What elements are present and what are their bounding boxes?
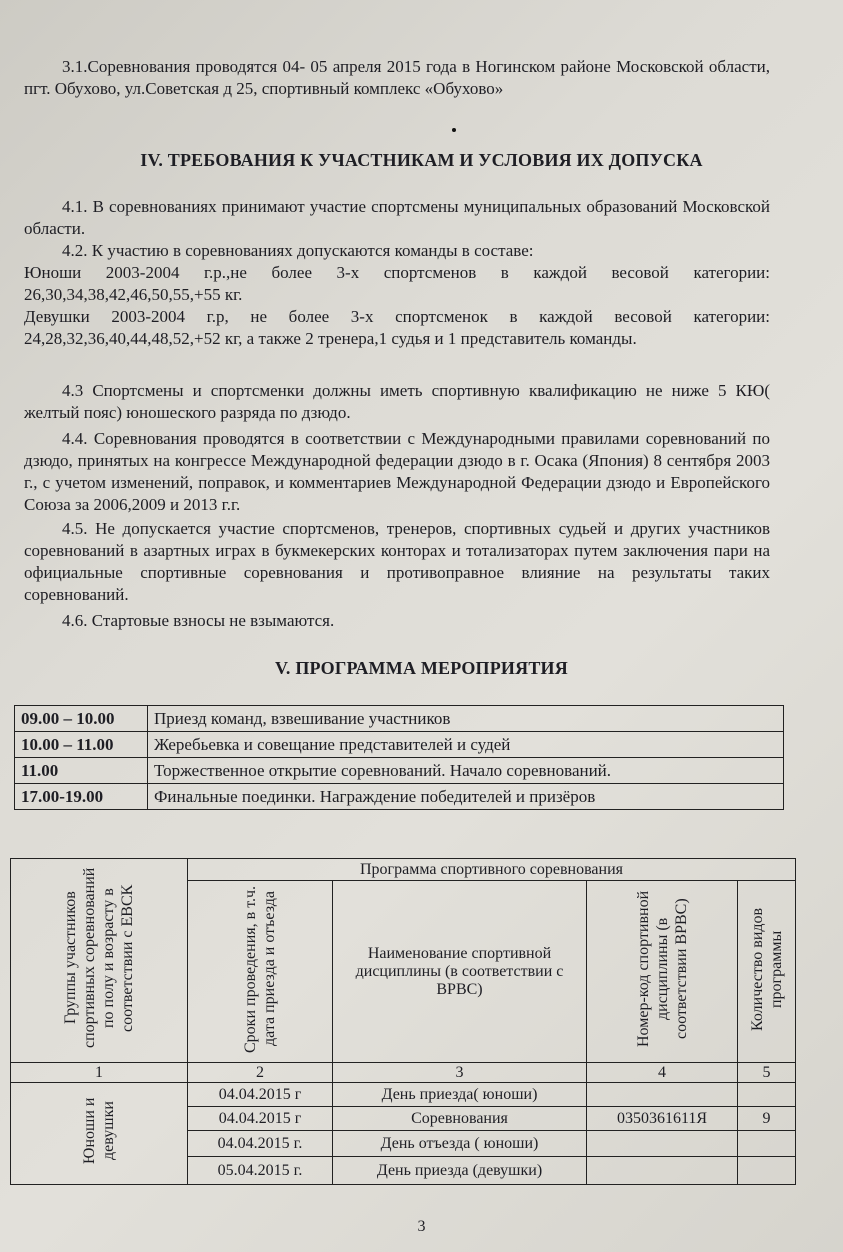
schedule-row [15,784,784,810]
schedule-time: 10.00 – 11.00 [15,732,148,758]
schedule-table [14,705,784,810]
paragraph-4-2-boys: Юноши 2003-2004 г.р.,не более 3-х спортсменов в каждой весовой категории: 26,30,34,38,42,46,50,55,+55 кг. [24,263,770,304]
col4-header: Номер-код спортивной дисциплины (в соответствии ВРВС) [634,890,690,1048]
program-table [10,858,796,1185]
row-count [738,1157,796,1185]
paragraph-4-4: 4.4. Соревнования проводятся в соответствии с Международными правилами соревнований по дзюдо, принятых на конгрессе Международной федерации дзюдо в г. Осака (Япония) 8 сентября 2003 г., с учетом изменений, поправок, и комментариев Международной Федерации дзюдо и Европейского Союза за 2006,2009 и 2013 г.г. [24,429,770,514]
col5-header: Количество видов программы [748,907,785,1031]
col1-header-cell [11,859,188,1063]
column-numbers-row [11,1063,796,1083]
column-number: 3 [333,1063,587,1083]
schedule-row [15,758,784,784]
row-count: 9 [738,1107,796,1131]
row-date: 04.04.2015 г [188,1107,333,1131]
schedule-event: Приезд команд, взвешивание участников [148,706,784,732]
row-name: День приезда (девушки) [333,1157,587,1185]
row-code: 0350361611Я [587,1107,738,1131]
group-label: Юноши и девушки [81,1097,117,1165]
column-number: 4 [587,1063,738,1083]
paragraph-4-5: 4.5. Не допускается участие спортсменов, тренеров, спортивных судьей и других участников соревнований в азартных играх в букмекерских конторах и тотализаторах путем заключения пари на официальные спортивные соревнования и противоправное влияние на результаты таких соревнований. [24,519,770,604]
group-label-cell [11,1083,188,1185]
paragraph-4-6: 4.6. Стартовые взносы не взымаются. [62,611,335,630]
paragraph-4-2-girls: Девушки 2003-2004 г.р, не более 3-х спортсменок в каждой весовой категории: 24,28,32,36,40,44,48,52,+52 кг, а также 2 тренера,1 судья и 1 представитель команды. [24,307,770,348]
paragraph-4-3: 4.3 Спортсмены и спортсменки должны иметь спортивную квалификацию не ниже 5 КЮ( желтый пояс) юношеского разряда по дзюдо. [24,381,770,422]
row-name: Соревнования [333,1107,587,1131]
paragraph-3-1: 3.1.Соревнования проводятся 04- 05 апреля 2015 года в Ногинском районе Московской области, пгт. Обухово, ул.Советская д 25, спортивный комплекс «Обухово» [24,57,770,98]
column-number: 1 [11,1063,188,1083]
table-row [11,1083,796,1107]
col2-header: Сроки проведения, в т.ч. дата приезда и отъезда [242,885,278,1053]
row-date: 04.04.2015 г. [188,1131,333,1157]
col5-header-cell [738,881,796,1063]
row-name: День отъезда ( юноши) [333,1131,587,1157]
schedule-row [15,732,784,758]
paragraph-4-1: 4.1. В соревнованиях принимают участие спортсмены муниципальных образований Московской области. [24,197,770,238]
ink-dot [452,128,456,132]
page-number: 3 [417,1218,426,1235]
col2-header-cell [188,881,333,1063]
schedule-time: 11.00 [15,758,148,784]
col4-header-cell [587,881,738,1063]
row-date: 04.04.2015 г [188,1083,333,1107]
row-code [587,1083,738,1107]
column-number: 2 [188,1063,333,1083]
program-group-header: Программа спортивного соревнования [188,859,796,881]
row-code [587,1157,738,1185]
col3-header: Наименование спортивной дисциплины (в соответствии с ВРВС) [333,881,587,1063]
paragraph-4-2: 4.2. К участию в соревнованиях допускаются команды в составе: [62,241,534,260]
schedule-event: Финальные поединки. Награждение победителей и призёров [148,784,784,810]
schedule-event: Торжественное открытие соревнований. Начало соревнований. [148,758,784,784]
row-code [587,1131,738,1157]
row-count [738,1131,796,1157]
section-4-title: IV. ТРЕБОВАНИЯ К УЧАСТНИКАМ И УСЛОВИЯ ИХ ДОПУСКА [140,150,703,170]
row-date: 05.04.2015 г. [188,1157,333,1185]
column-number: 5 [738,1063,796,1083]
schedule-event: Жеребьевка и совещание представителей и судей [148,732,784,758]
schedule-time: 09.00 – 10.00 [15,706,148,732]
col1-header: Группы участников спортивных соревнований по полу и возрасту в соответствии с ЕВСК [62,867,136,1049]
row-name: День приезда( юноши) [333,1083,587,1107]
schedule-time: 17.00-19.00 [15,784,148,810]
row-count [738,1083,796,1107]
section-5-title: V. ПРОГРАММА МЕРОПРИЯТИЯ [275,658,568,678]
schedule-row [15,706,784,732]
